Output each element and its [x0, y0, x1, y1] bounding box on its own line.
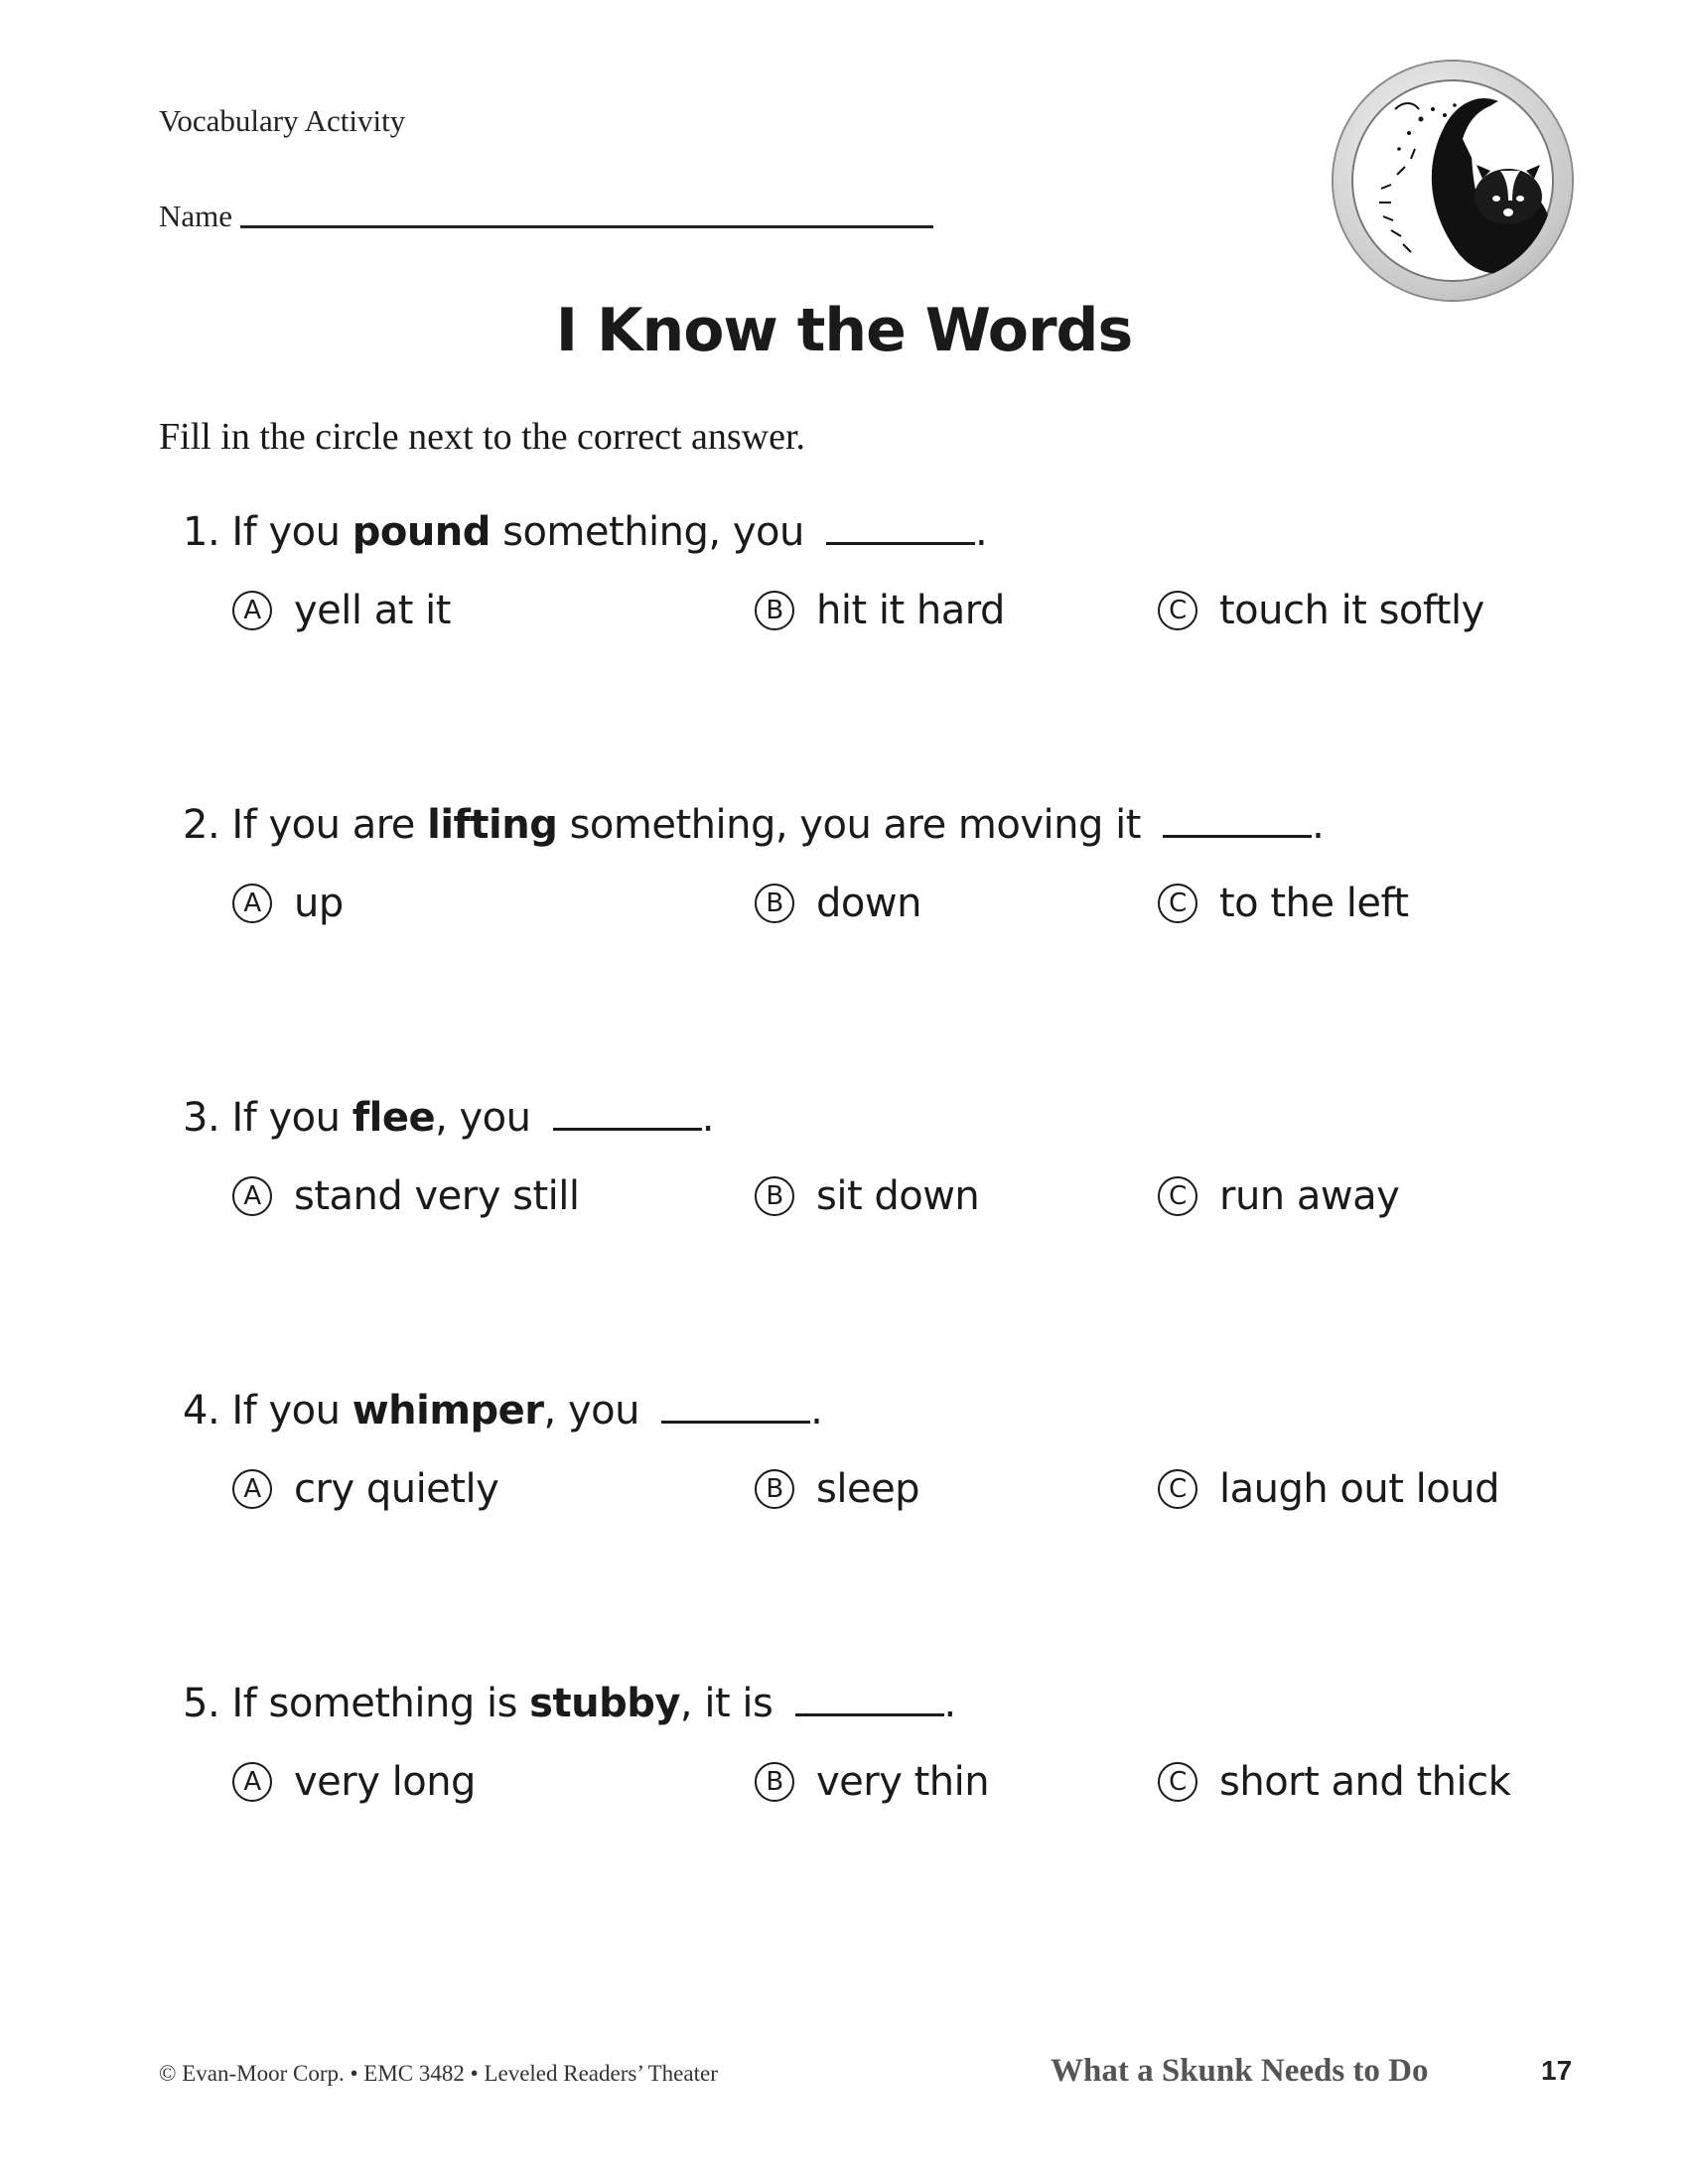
answer-bubble[interactable]: A	[232, 1762, 272, 1802]
activity-label: Vocabulary Activity	[159, 103, 406, 138]
choice-text: to the left	[1219, 881, 1409, 926]
question-text-after: , it is	[679, 1681, 785, 1726]
answer-bubble[interactable]: B	[755, 884, 794, 923]
answer-bubble[interactable]: B	[755, 1762, 794, 1802]
publisher-credit: © Evan-Moor Corp. • EMC 3482 • Leveled Readers’ Theater	[159, 2061, 718, 2086]
choice-2a[interactable]	[232, 881, 344, 926]
answer-bubble[interactable]: C	[1158, 1469, 1197, 1509]
choice-text: sleep	[816, 1466, 920, 1512]
answer-blank	[553, 1128, 702, 1131]
answer-bubble[interactable]: B	[755, 1176, 794, 1216]
answer-bubble[interactable]: A	[232, 1176, 272, 1216]
question-text-before: If you	[231, 1388, 352, 1433]
answer-bubble[interactable]: C	[1158, 591, 1197, 630]
question-text-after: something, you are moving it	[557, 802, 1154, 848]
question-text-before: If something is	[231, 1681, 530, 1726]
answer-bubble[interactable]: B	[755, 1469, 794, 1509]
choice-4c[interactable]	[1158, 1466, 1499, 1512]
choice-text: cry quietly	[294, 1466, 499, 1512]
question-number: 3.	[183, 1095, 220, 1141]
question-5	[183, 1681, 956, 1726]
question-text-before: If you	[231, 1095, 352, 1141]
choice-2b[interactable]	[755, 881, 921, 926]
question-3	[183, 1095, 714, 1141]
skunk-drawing	[1351, 79, 1554, 282]
question-text-after: , you	[543, 1388, 652, 1433]
choice-text: sit down	[816, 1173, 980, 1219]
choice-5c[interactable]	[1158, 1759, 1510, 1805]
skunk-illustration-icon	[1334, 62, 1572, 300]
answer-bubble[interactable]: C	[1158, 884, 1197, 923]
choice-text: very thin	[816, 1759, 990, 1805]
answer-bubble[interactable]: A	[232, 1469, 272, 1509]
choice-text: run away	[1219, 1173, 1400, 1219]
page-number: 17	[1541, 2055, 1573, 2086]
question-keyword: stubby	[529, 1681, 680, 1726]
question-1	[183, 509, 987, 555]
choice-1a[interactable]	[232, 588, 451, 633]
choice-text: very long	[294, 1759, 476, 1805]
choice-1c[interactable]	[1158, 588, 1484, 633]
choice-text: up	[294, 881, 344, 926]
answer-blank	[795, 1713, 944, 1716]
name-write-line[interactable]	[240, 225, 933, 228]
choice-text: touch it softly	[1219, 588, 1484, 633]
book-title: What a Skunk Needs to Do	[1051, 2053, 1429, 2089]
choice-text: yell at it	[294, 588, 451, 633]
choice-1b[interactable]	[755, 588, 1005, 633]
choice-3c[interactable]	[1158, 1173, 1399, 1219]
question-end: .	[1312, 802, 1325, 848]
answer-bubble[interactable]: A	[232, 884, 272, 923]
choice-2c[interactable]	[1158, 881, 1409, 926]
choice-5a[interactable]	[232, 1759, 476, 1805]
choice-text: short and thick	[1219, 1759, 1511, 1805]
question-text-before: If you	[231, 509, 352, 555]
answer-blank	[661, 1421, 810, 1424]
question-2	[183, 802, 1324, 848]
choice-3a[interactable]	[232, 1173, 579, 1219]
question-number: 1.	[183, 509, 220, 555]
answer-bubble[interactable]: C	[1158, 1176, 1197, 1216]
question-number: 4.	[183, 1388, 220, 1433]
choice-4a[interactable]	[232, 1466, 498, 1512]
answer-blank	[1163, 835, 1312, 838]
question-number: 5.	[183, 1681, 220, 1726]
question-keyword: flee	[352, 1095, 436, 1141]
question-end: .	[943, 1681, 956, 1726]
question-keyword: whimper	[352, 1388, 544, 1433]
choice-4b[interactable]	[755, 1466, 919, 1512]
question-4	[183, 1388, 822, 1433]
question-keyword: pound	[352, 509, 491, 555]
question-text-before: If you are	[231, 802, 428, 848]
choice-5b[interactable]	[755, 1759, 989, 1805]
question-text-after: , you	[435, 1095, 543, 1141]
answer-bubble[interactable]: A	[232, 591, 272, 630]
question-number: 2.	[183, 802, 220, 848]
choice-text: hit it hard	[816, 588, 1005, 633]
page-title: I Know the Words	[555, 296, 1133, 365]
name-label: Name	[159, 199, 233, 233]
answer-bubble[interactable]: C	[1158, 1762, 1197, 1802]
name-field-row	[159, 199, 933, 234]
answer-bubble[interactable]: B	[755, 591, 794, 630]
question-end: .	[810, 1388, 823, 1433]
choice-text: laugh out loud	[1219, 1466, 1499, 1512]
choice-text: stand very still	[294, 1173, 580, 1219]
choice-3b[interactable]	[755, 1173, 979, 1219]
question-text-after: something, you	[490, 509, 817, 555]
choice-text: down	[816, 881, 921, 926]
answer-blank	[826, 542, 975, 545]
question-keyword: lifting	[427, 802, 558, 848]
instructions: Fill in the circle next to the correct answer.	[159, 416, 806, 458]
question-end: .	[975, 509, 988, 555]
question-end: .	[701, 1095, 714, 1141]
